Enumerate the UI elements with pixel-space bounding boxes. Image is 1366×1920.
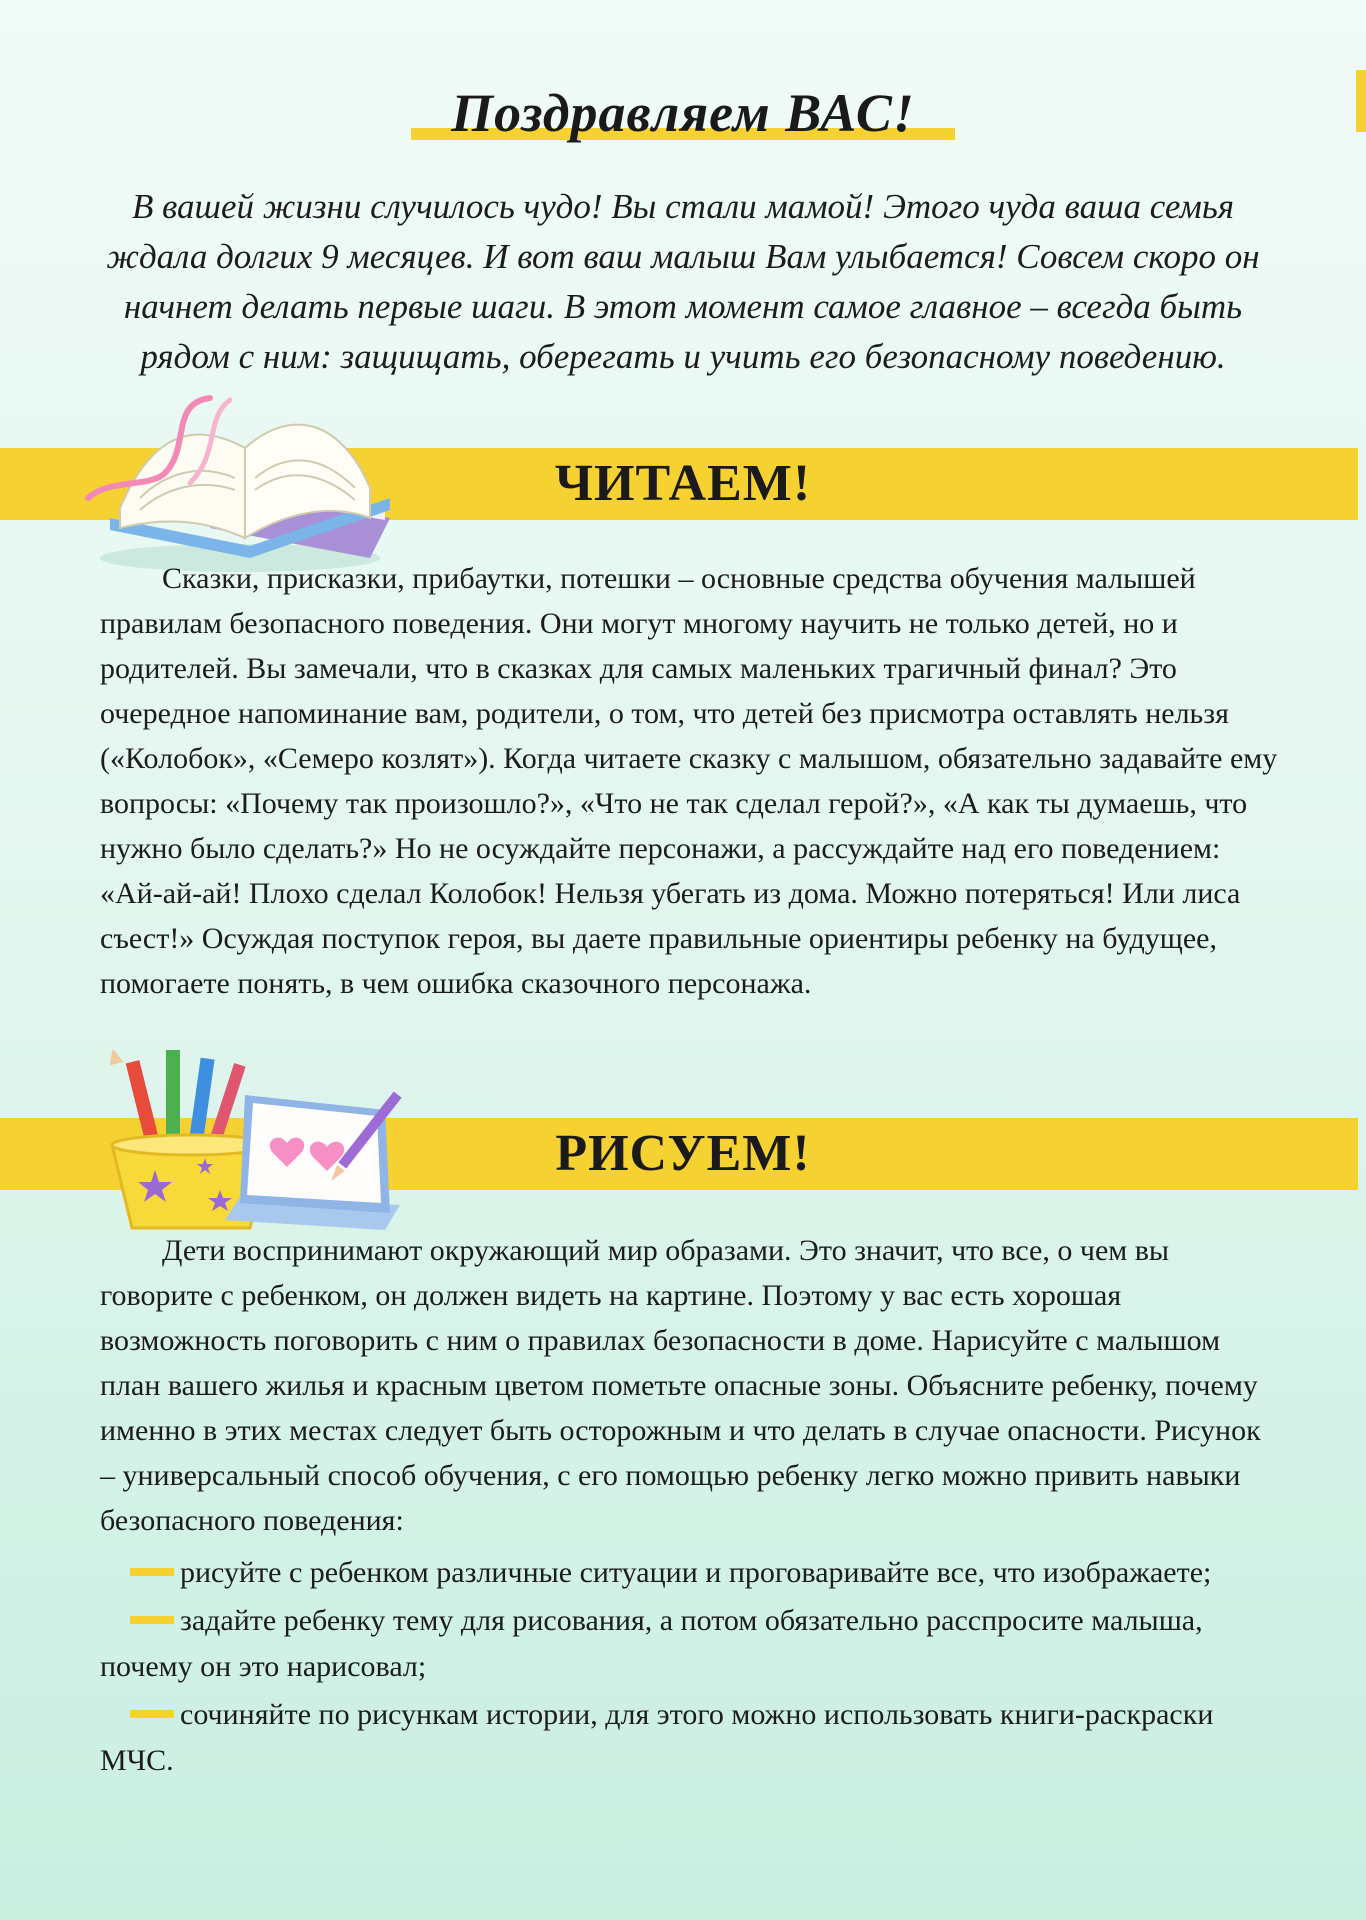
intro-paragraph: В вашей жизни случилось чудо! Вы стали мамой! Этого чуда ваша семья ждала долгих 9 месяцев. И вот ваш малыш Вам улыбается! Совсем скоро он начнет делать первые шаги. В этот момент самое главное – всегда быть рядом с ним: защищать, оберегать и учить его безопасному поведению. — [106, 187, 1260, 376]
list-item — [100, 1692, 1280, 1784]
drawing-easel-icon — [215, 1085, 435, 1235]
page-title: Поздравляем ВАС! — [411, 82, 955, 144]
bullet-dash-icon — [130, 1568, 174, 1576]
drawing-paragraph: Дети воспринимают окружающий мир образами. Это значит, что все, о чем вы говорите с ребенком, он должен видеть на картине. Поэтому у вас есть хорошая возможность поговорить с ним о правилах безопасности в доме. Нарисуйте с малышом план вашего жилья и красным цветом пометьте опасные зоны. Объясните ребенку, почему именно в этих местах следует быть осторожным и что делать в случае опасности. Рисунок – универсальный способ обучения, с его помощью ребенку легко можно привить навыки безопасного поведения: — [100, 1234, 1261, 1537]
list-item — [100, 1598, 1280, 1690]
bullet-text: сочиняйте по рисункам истории, для этого можно использовать книги-раскраски МЧС. — [100, 1698, 1214, 1777]
bullet-dash-icon — [130, 1710, 174, 1718]
bullet-text: рисуйте с ребенком различные ситуации и проговаривайте все, что изображаете; — [180, 1556, 1212, 1589]
list-item — [100, 1550, 1280, 1596]
reading-paragraph: Сказки, присказки, прибаутки, потешки – основные средства обучения малышей правилам безопасного поведения. Они могут многому научить не только детей, но и родителей. Вы замечали, что в сказках для самых маленьких трагичный финал? Это очередное напоминание вам, родители, о том, что детей без присмотра оставлять нельзя («Колобок», «Семеро козлят»). Когда читаете сказку с малышом, обязательно задавайте ему вопросы: «Почему так произошло?», «Что не так сделал герой?», «А как ты думаешь, что нужно было сделать?» Но не осуждайте персонажи, а рассуждайте над его поведением: «Ай-ай-ай! Плохо сделал Колобок! Нельзя убегать из дома. Можно потеряться! Или лиса съест!» Осуждая поступок героя, вы даете правильные ориентиры ребенку на будущее, помогаете понять, в чем ошибка сказочного персонажа. — [100, 562, 1278, 1000]
open-book-icon — [70, 378, 410, 578]
drawing-tips-list — [100, 1550, 1280, 1786]
reading-heading: ЧИТАЕМ! — [554, 455, 812, 512]
title-block — [0, 82, 1366, 144]
bullet-text: задайте ребенку тему для рисования, а потом обязательно расспросите малыша, почему он это нарисовал; — [100, 1604, 1203, 1683]
drawing-heading: РИСУЕМ! — [555, 1125, 811, 1182]
bullet-dash-icon — [130, 1616, 174, 1624]
